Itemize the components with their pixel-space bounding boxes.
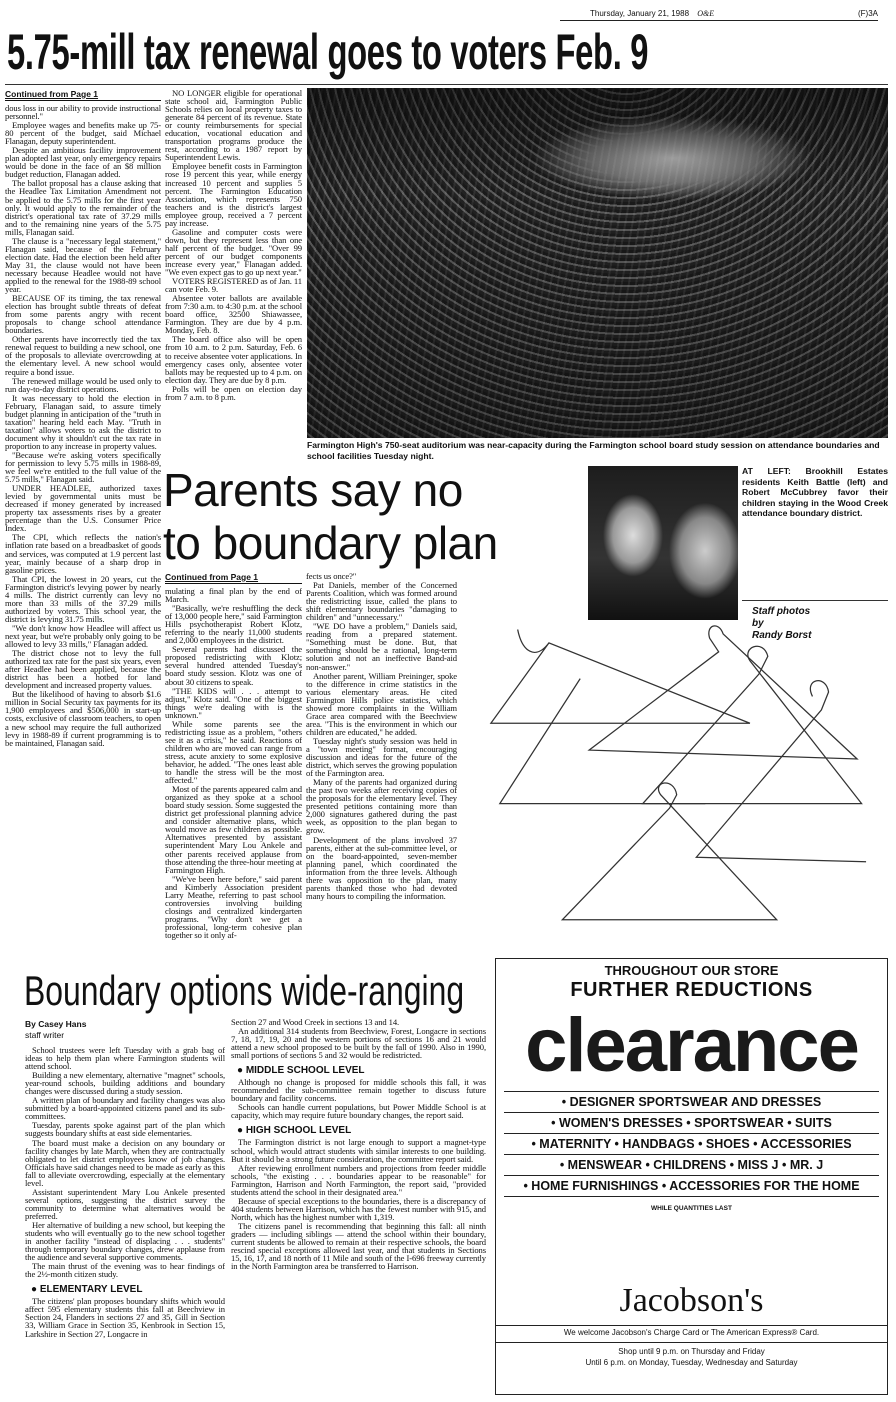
article-paragraph: Employee wages and benefits make up 75-80 percent of the budget, said Michael Flanagan, deputy superintendent.: [5, 120, 161, 147]
article-paragraph: The district chose not to levy the full authorized tax rate for the past six years, even after Headlee had been applied, because the district has been a hotbed for land development and increased property values.: [5, 648, 161, 691]
story2-column-1: [165, 572, 302, 965]
ad-hours-line: Until 6 p.m. on Monday, Tuesday, Wednesday and Saturday: [585, 1358, 798, 1367]
section-subhead-text: ELEMENTARY LEVEL: [39, 1284, 143, 1296]
story3-column-2: [231, 1018, 486, 1394]
article-paragraph: "We've been here before," said parent and Kimberly Association president Larry Meathe, referring to past school controversies involving building closings and centralized kindergarten programs. "Why don't we get a professional, long-term cohesive plan together so it only af-: [165, 873, 302, 940]
article-paragraph: Gasoline and computer costs were down, but they represent less than one half percent of the budget. "Over 99 percent of our budget components increase every year," Flanagan added. "We even expect gas to go up next year.": [165, 226, 302, 278]
article-paragraph: VOTERS REGISTERED as of Jan. 11 can vote Feb. 9.: [165, 276, 302, 295]
ad-hours: [496, 1346, 887, 1368]
continued-label: Continued from Page 1: [165, 572, 302, 584]
article-paragraph: Because of special exceptions to the boundaries, there is a discrepancy of 404 students between Harrison, which has the fewest number with 915, and North, which has the highest number with 1,319.: [231, 1195, 486, 1222]
ad-rule: [496, 1325, 887, 1326]
hanger-icon: [696, 681, 866, 862]
auditorium-photo: [307, 88, 888, 438]
article-paragraph: Tuesday, parents spoke against part of the plan which suggests boundary shifts at east side elementaries.: [25, 1120, 225, 1139]
article-paragraph: Although no change is proposed for middle schools this fall, it was recommended the sub-committee remain together to discuss future boundary and facility concerns.: [231, 1077, 486, 1104]
byline-title: staff writer: [25, 1029, 65, 1040]
byline-name: By Casey Hans: [25, 1019, 87, 1029]
article-paragraph: "Basically, we're reshuffling the deck of 13,000 people here," said Farmington Hills psychotherapist Robert Klotz, referring to the nearly 11,000 students and 2,000 employees in the district.: [165, 603, 302, 646]
article-paragraph: Another parent, William Preininger, spoke to the difference in crime statistics in the various elementary areas. He cited Farmington Hills police statistics, which showed more complaints in the William Grace area compared with the Beechview area. "This is the environment in which our children are educated," he added.: [306, 670, 457, 737]
ad-rule: [496, 1342, 887, 1343]
article-paragraph: Pat Daniels, member of the Concerned Parents Coalition, which was formed around the redistricting issue, called the plans to shift elementary boundaries "damaging to children" and "unnecessary.": [306, 580, 457, 623]
story3-col1-body: [25, 1046, 225, 1338]
section-subhead: [237, 1065, 486, 1077]
headline-rule: [5, 84, 888, 85]
ad-department-line: • WOMEN'S DRESSES • SPORTSWEAR • SUITS: [504, 1114, 879, 1134]
credit-rule: [742, 600, 888, 601]
article-paragraph: Development of the plans involved 37 parents, either at the sub-committee level, or on the board-appointed, seven-member planning panel, which coordinated the information from the three levels. Although there was opposition to the plan, many parents thanked those who had devoted many hours to compiling the information.: [306, 834, 457, 901]
continued-label: Continued from Page 1: [5, 89, 161, 101]
article-paragraph: While some parents see the redistricting issue as a problem, "others see it as a crisis," he said. Reactions of children who are moved can range from stress, acute anxiety to some explosive behavior, he added. "The ones least able to handle the stress will be the most affected.": [165, 718, 302, 786]
section-subhead-text: HIGH SCHOOL LEVEL: [245, 1125, 352, 1137]
folio-date: Thursday, January 21, 1988: [590, 9, 690, 18]
bullet-icon: ●: [237, 1065, 246, 1077]
photo-credit-line: Randy Borst: [752, 630, 812, 641]
folio-page: (F)3A: [858, 9, 878, 18]
ad-brand-logo: Jacobson's: [619, 1282, 764, 1319]
article-paragraph: A written plan of boundary and facility changes was also submitted by a board-appointed citizens panel and its sub-committees.: [25, 1095, 225, 1122]
ad-department-line: • MENSWEAR • CHILDRENS • MISS J • MR. J: [504, 1156, 879, 1176]
ad-cards: We welcome Jacobson's Charge Card or The American Express® Card.: [563, 1328, 820, 1337]
photo-credit-line: by: [752, 618, 764, 629]
article-paragraph: BECAUSE OF its timing, the tax renewal election has brought subtle threats of defeat from some parents angry with recent proposals to change school attendance boundaries.: [5, 293, 161, 336]
article-paragraph: Many of the parents had organized during the past two weeks after receiving copies of the proposals for the elementary level. They presented petitions containing more than 2,000 signatures gathered during the past week, as opposition to the plan began to grow.: [306, 777, 457, 836]
story1-col2-body: [165, 89, 302, 401]
article-paragraph: But the likelihood of having to absorb $1.6 million in Social Security tax payments for its 1,900 employees and $506,000 in start-up costs, exclusive of classroom teachers, to open a new school may require the full authorized levy in 1988-89 if current programming is to be maintained, Flanagan said.: [5, 689, 161, 748]
article-paragraph: Schools can handle current populations, but Power Middle School is at capacity, which may require future boundary changes, the report said.: [231, 1102, 486, 1121]
article-paragraph: An additional 314 students from Beechview, Forest, Longacre in sections 7, 18, 17, 19, 20 and the western portions of sections 16 and 21 would attend a new school proposed to be built by the fall of 1990. Also in 1990, small portions of sections 5 and 32 would be redistricted.: [231, 1026, 486, 1061]
article-paragraph: "We don't know how Headlee will affect us next year, but we're probably only going to be allowed to levy 33 mills," Flanagan added.: [5, 622, 161, 650]
article-paragraph: The clause is a "necessary legal statement," Flanagan said, because of the February election date. Had the election been held after May 31, the clause would not have been necessary because Headlee would not have applied to the renewal for the 1988-89 school year.: [5, 235, 161, 295]
hanger-icon: [643, 646, 862, 803]
article-paragraph: fects us once?": [306, 572, 357, 581]
hanger-icon: [491, 629, 750, 723]
ad-department-line: • HOME FURNISHINGS • ACCESSORIES FOR THE HOME: [504, 1177, 879, 1197]
story2-headline-line1: Parents say no: [163, 464, 463, 516]
story3-headline: Boundary options wide-ranging: [24, 967, 465, 1014]
story3-col2-body: [231, 1018, 486, 1270]
article-paragraph: The citizens' plan proposes boundary shifts which would affect 595 elementary students this fall at Beechview in Section 24, Flanders in sections 27 and 35, Gill in Section 33, William Grace in Section 35, Kenbrook in Section 15, Larkshire in Section 27, Longacre in: [25, 1296, 225, 1339]
bullet-icon: ●: [31, 1284, 40, 1296]
folio-paper: O&E: [697, 9, 715, 18]
section-subhead: [31, 1284, 225, 1296]
hangers-illustration: [460, 625, 888, 960]
article-paragraph: It was necessary to hold the election in February, Flanagan said, to assure timely budget planning in anticipation of the "truth in taxation" hearing held each May. "Truth in taxation" allows voters to ask the district to document why it shouldn't cut the tax rate in proportion to any increase in property values.: [5, 392, 161, 451]
article-paragraph: Her alternative of building a new school, but keeping the students who will eventually go to the new school together in another facility "instead of displacing . . . students" through temporary boundary changes, drew applause from the audience and several supportive comments.: [25, 1219, 225, 1263]
ad-title: clearance: [525, 1003, 858, 1088]
article-paragraph: Tuesday night's study session was held in a "town meeting" format, encouraging discussion and ideas for the future of the district, which serves the growing population of the Farmington area.: [306, 735, 457, 779]
article-paragraph: "THE KIDS will . . . attempt to adjust," Klotz said. "One of the biggest things we're dealing with is the unknown.": [165, 685, 302, 720]
story1-column-2: [165, 89, 302, 439]
hanger-icon: [589, 626, 857, 759]
article-paragraph: Building a new elementary, alternative "magnet" schools, year-round schools, building additions and boundary changes were discussed during a study session.: [25, 1070, 225, 1097]
story1-col1-body: [5, 104, 161, 747]
ad-department-line: • DESIGNER SPORTSWEAR AND DRESSES: [504, 1093, 879, 1113]
article-paragraph: The citizens panel is recommending that beginning this fall: all ninth graders — including siblings — attend the school within their boundary, current students be allowed to remain at their respective schools, the board rescind special exceptions allowed last year, and that students in Sections 15, 16, 17, and 18 north of 11 Mile and south of the I-696 freeway currently in the North Farmington area be transferred to Harrison.: [231, 1220, 486, 1272]
bullet-icon: ●: [237, 1125, 246, 1137]
article-paragraph: Most of the parents appeared calm and organized as they spoke at a school board study session. Some suggested the district get professional planning advice and consider alternative plans, which would move as few children as possible. Alternatives presented by assistant superintendent Mary Lou Ankele and other parents received applause from those attending the three-hour meeting at Farmington High.: [165, 784, 302, 875]
article-paragraph: Polls will be open on election day from 7 a.m. to 8 p.m.: [165, 383, 302, 402]
auditorium-photo-caption: Farmington High's 750-seat auditorium was near-capacity during the Farmington school board study session on attendance boundaries and school facilities Tuesday night.: [307, 440, 880, 461]
ad-kicker: THROUGHOUT OUR STORE: [604, 963, 779, 978]
article-paragraph: "Because we're asking voters specifically for permission to levy 5.75 mills in 1988-89, we feel we're entitled to the full value of the 5.75 mills," Flanagan said.: [5, 449, 161, 485]
story2-headline-line2: to boundary plan: [163, 517, 498, 569]
jacobsons-ad: [495, 958, 888, 1395]
article-paragraph: Employee benefit costs in Farmington rose 19 percent this year, while energy increased 10 percent and supplies 5 percent. The Farmington Education Association, which represents 750 teachers and is the district's largest employee group, received a 7 percent pay increase.: [165, 161, 302, 228]
story2-headline: [163, 464, 498, 570]
article-paragraph: That CPI, the lowest in 20 years, cut the Farmington district's levying power by nearly 4 mills. The district currently can levy no more than 33 mills of the 37.29 mills authorized by voters. This school year, the district is levying 31.75 mills.: [5, 573, 161, 624]
article-paragraph: After reviewing enrollment numbers and projections from feeder middle schools, "the existing . . . boundaries appear to be reasonable" for Farmington, Harrison and North Farmington, the report said, "provided students attend the school in their designated area.": [231, 1162, 486, 1197]
hanger-icon: [500, 679, 705, 804]
section-subhead-text: MIDDLE SCHOOL LEVEL: [245, 1065, 365, 1077]
article-paragraph: The CPI, which reflects the nation's inflation rate based on a breadbasket of goods and services, was computed at 1.9 percent last year, mainly because of a sharp drop in gasoline prices.: [5, 532, 161, 575]
article-paragraph: School trustees were left Tuesday with a grab bag of ideas to help them plan where Farmington students will attend school.: [25, 1046, 225, 1072]
article-paragraph: The main thrust of the evening was to hear findings of the 2½-month citizen study.: [25, 1261, 225, 1280]
ad-hours-line: Shop until 9 p.m. on Thursday and Friday: [618, 1347, 765, 1356]
folio-line: [560, 8, 878, 21]
article-paragraph: The ballot proposal has a clause asking that the Headlee Tax Limitation Amendment not be applied to the 5.75 mills for the first year only. It would apply to the remainder of the district's operational tax rate of 37.29 mills and to the remaining nine years of the 5.75 mills, Flanagan said.: [5, 178, 161, 237]
article-paragraph: Other parents have incorrectly tied the tax renewal request to building a new school, one of the proposals to alleviate overcrowding at the elementary level. A new school would require a bond issue.: [5, 334, 161, 377]
story2-col2-body: [306, 572, 457, 900]
article-paragraph: "WE DO have a problem," Daniels said, reading from a prepared statement. "Something must be done. But, that something should be a rational, long-term solution and not an ineffective Band-aid non-answer.": [306, 621, 457, 672]
article-paragraph: The Farmington district is not large enough to support a magnet-type school, which would attract students with similar interests to one building. But it should be a strong future consideration, the committee report said.: [231, 1137, 486, 1164]
article-paragraph: Several parents had discussed the proposed redistricting with Klotz; several hundred attended Tuesday's board study session. Klotz was one of about 30 citizens to speak.: [165, 644, 302, 687]
residents-photo-caption: AT LEFT: Brookhill Estates residents Keith Battle (left) and Robert McCubbrey favor their children staying in the Wood Creek attendance boundary district.: [742, 466, 888, 518]
article-paragraph: Absentee voter ballots are available from 7:30 a.m. to 4:30 p.m. at the school board office, 32500 Shiawassee, Farmington. They are due by 4 p.m. Monday, Feb. 8.: [165, 293, 302, 336]
article-paragraph: mulating a final plan by the end of March.: [165, 586, 302, 605]
story1-column-1: [5, 89, 161, 965]
story1-headline: 5.75-mill tax renewal goes to voters Feb. 9: [7, 24, 649, 80]
article-paragraph: UNDER HEADLEE, authorized taxes levied by governmental units must be decreased if money generated by increased property tax assessments rises by a greater percentage than the U.S. Consumer Price Index.: [5, 483, 161, 534]
article-paragraph: The board office also will be open from 10 a.m. to 2 p.m. Saturday, Feb. 6 to receive absentee voter applications. In emergency cases only, absentee voter ballots may be requested up to 4 p.m. on election day. They are due by 8 p.m.: [165, 334, 302, 385]
article-paragraph: The board must make a decision on any boundary or facility changes by late March, when they are contractually obligated to let district employees know of job changes. Officials have said changes need to be made as early as this fall to alleviate overcrowding, especially at the elementary level.: [25, 1137, 225, 1188]
story2-col1-body: [165, 587, 302, 939]
article-paragraph: The renewed millage would be used only to run day-to-day district operations.: [5, 375, 161, 394]
story2-column-2: [306, 572, 457, 965]
ad-rule: [504, 1091, 879, 1092]
photo-credit-line: Staff photos: [752, 606, 811, 617]
story3-column-1: [25, 1046, 225, 1394]
ad-note: WHILE QUANTITIES LAST: [651, 1205, 732, 1212]
byline: [25, 1019, 86, 1040]
residents-photo: [588, 466, 738, 620]
article-paragraph: dous loss in our ability to provide instructional personnel.": [5, 103, 161, 122]
article-paragraph: NO LONGER eligible for operational state school aid, Farmington Public Schools relies on local property taxes to generate 84 percent of its revenue. State or county reimbursements for special education, vocational education and transportation programs produce the rest, according to a 1987 report by Superintendent Lewis.: [165, 89, 302, 163]
section-subhead: [237, 1125, 486, 1137]
ad-subhead: FURTHER REDUCTIONS: [570, 979, 813, 1001]
article-paragraph: Assistant superintendent Mary Lou Ankele presented several options, suggesting the district survey the community to determine what alternatives would be preferred.: [25, 1186, 225, 1221]
ad-department-line: • MATERNITY • HANDBAGS • SHOES • ACCESSORIES: [504, 1135, 879, 1155]
article-paragraph: Despite an ambitious facility improvement plan adopted last year, only emergency repairs would be done in the face of an $8 million budget reduction, Flanagan added.: [5, 145, 161, 180]
article-paragraph: Section 27 and Wood Creek in sections 13 and 14.: [231, 1018, 400, 1027]
